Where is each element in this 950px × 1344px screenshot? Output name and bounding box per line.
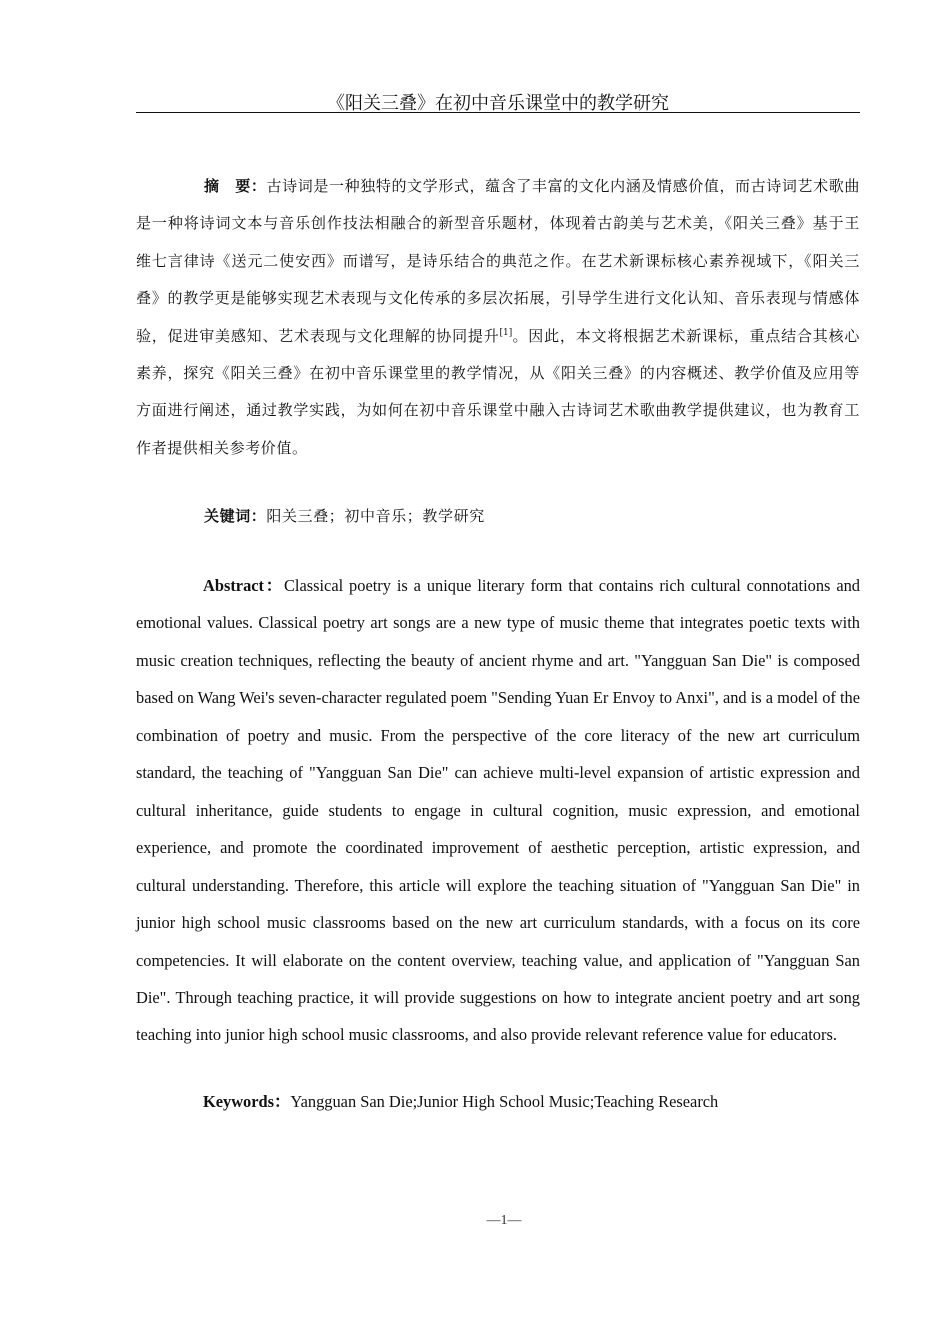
citation-marker: [1] (499, 327, 513, 338)
english-abstract-paragraph (136, 567, 860, 1054)
chinese-abstract-text-continued: 。因此，本文将根据艺术新课标，重点结合其核心素养，探究《阳关三叠》在初中音乐课堂里的教学情况，从《阳关三叠》的内容概述、教学价值及应用等方面进行阐述，通过教学实践，为如何在初中音乐课堂中融入古诗词艺术歌曲教学提供建议，也为教育工作者提供相关参考价值。 (136, 326, 860, 457)
chinese-keywords (136, 500, 860, 532)
chinese-abstract-text: 古诗词是一种独特的文学形式，蕴含了丰富的文化内涵及情感价值，而古诗词艺术歌曲是一种将诗词文本与音乐创作技法相融合的新型音乐题材，体现着古韵美与艺术美，《阳关三叠》基于王维七言律诗《送元二使安西》而谱写，是诗乐结合的典范之作。在艺术新课标核心素养视域下，《阳关三叠》的教学更是能够实现艺术表现与文化传承的多层次拓展，引导学生进行文化认知、音乐表现与情感体验，促进审美感知、艺术表现与文化理解的协同提升 (136, 177, 860, 345)
english-keywords-label: Keywords： (203, 1092, 291, 1111)
english-abstract-text: Classical poetry is a unique literary form that contains rich cultural connotations and emotional values. Classical poetry art songs are a new type of music theme that integrates poetic texts with music creation techniques, reflecting the beauty of ancient rhyme and art. "Yangguan San Die" is composed based on Wang Wei's seven-character regulated poem "Sending Yuan Er Envoy to Anxi", and is a model of the combination of poetry and music. From the perspective of the core literacy of the new art curriculum standard, the teaching of "Yangguan San Die" can achieve multi-level expansion of artistic expression and cultural inheritance, guide students to engage in cultural cognition, music expression, and emotional experience, and promote the coordinated improvement of aesthetic perception, artistic expression, and cultural understanding. Therefore, this article will explore the teaching situation of "Yangguan San Die" in junior high school music classrooms based on the new art curriculum standards, with a focus on its core competencies. It will elaborate on the content overview, teaching value, and application of "Yangguan San Die". Through teaching practice, it will provide suggestions on how to integrate ancient poetry and art song teaching into junior high school music classrooms, and also provide relevant reference value for educators. (136, 576, 860, 1045)
chinese-abstract-paragraph (136, 168, 860, 467)
english-keywords-text: Yangguan San Die;Junior High School Music;Teaching Research (290, 1092, 719, 1111)
english-abstract-label: Abstract： (203, 576, 284, 595)
english-keywords (136, 1086, 860, 1118)
page-header-title: 《阳关三叠》在初中音乐课堂中的教学研究 (327, 93, 669, 113)
page-number: —1— (486, 1213, 522, 1228)
chinese-keywords-text: 阳关三叠；初中音乐；教学研究 (266, 507, 485, 525)
chinese-keywords-label: 关键词： (204, 507, 267, 525)
chinese-abstract-label: 摘 要： (204, 177, 267, 195)
header-divider (136, 112, 860, 113)
